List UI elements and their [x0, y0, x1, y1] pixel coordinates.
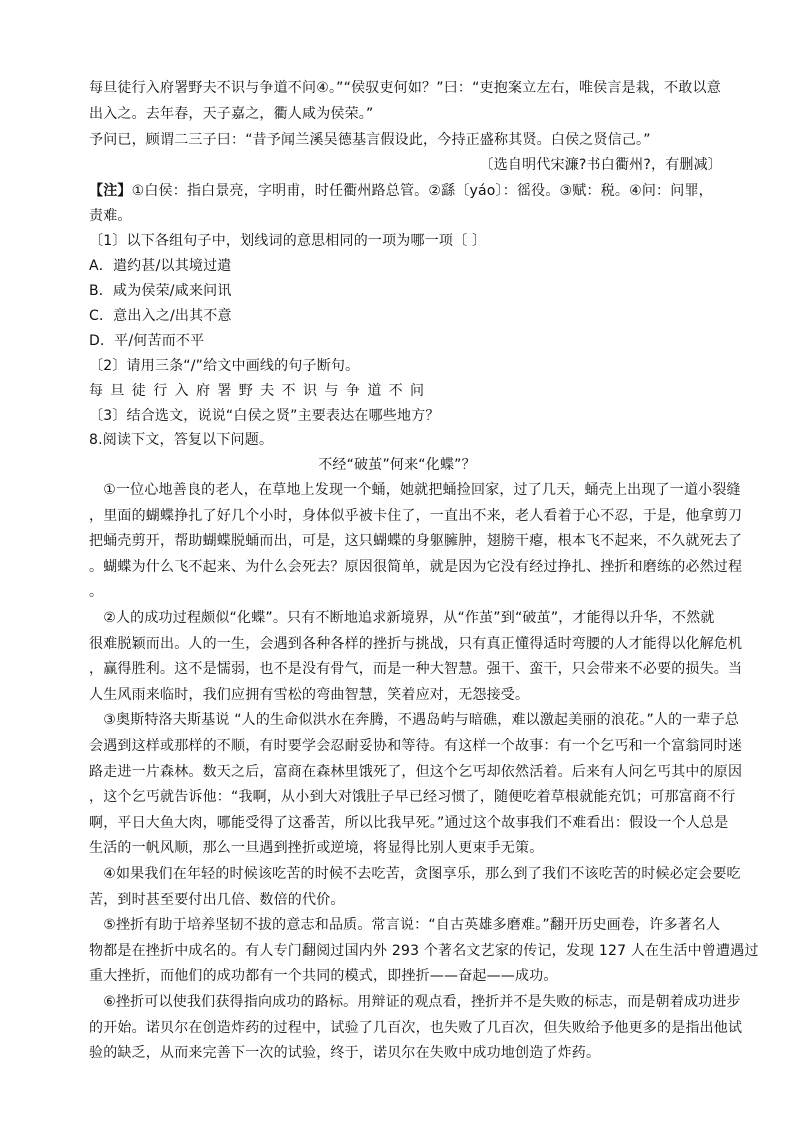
notes-text: ①白侯：指白景亮，字明甫，时任衢州路总管。②繇〔yáo〕：徭役。③赋：税。④问：问罪，	[131, 183, 713, 199]
question-3: 〔3〕结合选文，说说“白侯之贤”主要表达在哪些地方？	[89, 408, 440, 424]
passage-source: 〔选自明代宋濂?书白衢州?，有删减〕	[479, 157, 722, 173]
article-line: 。	[89, 584, 104, 600]
option-c: C．意出入之/出其不意	[89, 308, 232, 324]
article-line: ⑥挫折可以使我们获得指向成功的路标。用辩证的观点看，挫折并不是失败的标志，而是朝着成功进步	[89, 994, 741, 1010]
article-title: 不经“破茧”何来“化蝶”？	[318, 457, 476, 473]
article-line: 物都是在挫折中成名的。有人专门翻阅过国内外 293 个著名文艺家的传记，发现 127 人在生活中曾遭遇过	[89, 943, 759, 959]
article-line: 验的缺乏，从而来完善下一次的试验，终于，诺贝尔在失败中成功地创造了炸药。	[89, 1045, 601, 1061]
article-line: 啊，平日大鱼大肉，哪能受得了这番苦，所以比我早死。”通过这个故事我们不难看出：假设一个人总是	[89, 815, 729, 831]
question-2: 〔2〕请用三条“/”给文中画线的句子断句。	[89, 358, 360, 374]
notes-line-1	[89, 181, 729, 201]
article-line: 很难脱颖而出。人的一生，会遇到各种各样的挫折与挑战，只有真正懂得适时弯腰的人才能得以化解危机	[89, 636, 743, 652]
option-d: D．平/何苦而不平	[89, 333, 205, 349]
article-line: 把蛹壳剪开，帮助蝴蝶脱蛹而出，可是，这只蝴蝶的身躯臃肿，翅膀干瘪，根本飞不起来，不久就死去了	[89, 533, 743, 549]
article-line: ⑤挫折有助于培养坚韧不拔的意志和品质。常言说：“自古英雄多磨难。”翻开历史画卷，许多著名人	[89, 917, 721, 933]
article-line: 路走进一片森林。数天之后，富商在森林里饿死了，但这个乞丐却依然活着。后来有人问乞丐其中的原因	[89, 764, 743, 780]
option-a: A．遣约甚/以其境过遣	[89, 258, 232, 274]
article-line: 苦，到时甚至要付出几倍、数倍的代价。	[89, 892, 345, 908]
article-line: 生活的一帆风顺，那么一旦遇到挫折或逆境，将显得比别人更束手无策。	[89, 840, 544, 856]
option-b: B．咸为侯荣/咸来问讯	[89, 283, 232, 299]
article-line: ，赢得胜利。这不是懦弱，也不是没有骨气，而是一种大智慧。强干、蛮干，只会带来不必要的损失。当	[89, 661, 743, 677]
section-8-heading: 8.阅读下文，答复以下问题。	[89, 432, 274, 448]
question-1: 〔1〕以下各组句子中，划线词的意思相同的一项为哪一项〔 〕	[89, 233, 487, 249]
notes-line-2: 责难。	[89, 208, 132, 224]
notes-label: 【注】	[89, 183, 132, 199]
article-line: ，这个乞丐就告诉他：“我啊，从小到大对饿肚子早已经习惯了，随便吃着草根就能充饥；可那富商不行	[89, 789, 736, 805]
article-line: ②人的成功过程颇似“化蝶”。只有不断地追求新境界，从“作茧”到“破茧”，才能得以升华，不然就	[89, 610, 715, 626]
article-line: ③奥斯特洛夫斯基说 “人的生命似洪水在奔腾，不遇岛屿与暗礁，难以激起美丽的浪花。”人的一辈子总	[89, 712, 740, 728]
article-line: ①一位心地善良的老人，在草地上发现一个蛹，她就把蛹捡回家，过了几天，蛹壳上出现了一道小裂缝	[89, 482, 741, 498]
article-line: 人生风雨来临时，我们应拥有雪松的弯曲智慧，笑着应对，无怨接受。	[89, 687, 530, 703]
passage-line-3: 予问已，顾谓二三子曰：“昔予闻兰溪吴德基言假设此，今持正盛称其贤。白侯之贤信己。”	[89, 132, 651, 148]
question-2-sentence: 每旦徒行入府署野夫不识与争道不问	[89, 383, 432, 399]
article-line: 的开始。诺贝尔在创造炸药的过程中，试验了几百次，也失败了几百次，但失败给予他更多的是指出他试	[89, 1020, 743, 1036]
article-line: 。蝴蝶为什么飞不起来、为什么会死去？原因很简单，就是因为它没有经过挣扎、挫折和磨练的必然过程	[89, 559, 743, 575]
article-line: ，里面的蝴蝶挣扎了好几个小时，身体似乎被卡住了，一直出不来，老人看着于心不忍，于是，他拿剪刀	[89, 508, 743, 524]
passage-line-1: 每旦徒行入府署野夫不识与争道不问④。”“侯驭吏何如？”曰：“吏抱案立左右，唯侯言是栽，不敢以意	[89, 80, 721, 96]
passage-line-2: 出入之。去年春，天子嘉之，衢人咸为侯荣。”	[89, 106, 374, 122]
article-line: ④如果我们在年轻的时候该吃苦的时候不去吃苦，贪图享乐，那么到了我们不该吃苦的时候必定会要吃	[89, 866, 741, 882]
article-line: 会遇到这样或那样的不顺，有时要学会忍耐妥协和等待。有这样一个故事：有一个乞丐和一个富翁同时迷	[89, 738, 743, 754]
article-line: 重大挫折，而他们的成功都有一个共同的模式，即挫折——奋起——成功。	[89, 968, 558, 984]
